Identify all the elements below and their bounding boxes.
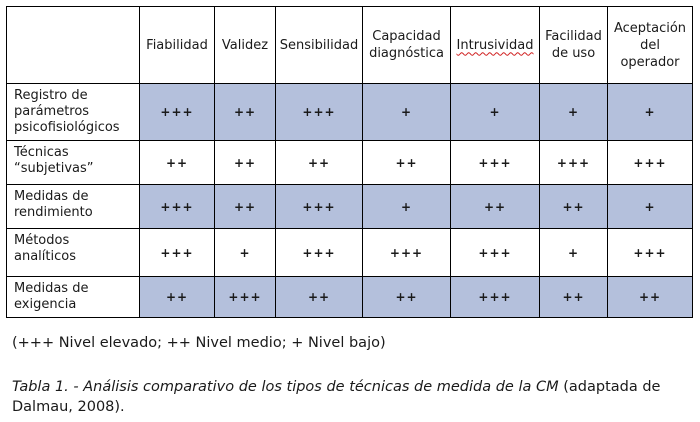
column-header: Sensibilidad — [276, 7, 363, 84]
rating-cell: +++ — [363, 229, 451, 277]
column-header: Capacidad diagnóstica — [363, 7, 451, 84]
caption-title: Tabla 1. - Análisis comparativo de los tipos de técnicas de medida de la CM — [12, 379, 559, 395]
rating-cell: + — [451, 84, 540, 141]
table-row — [7, 141, 693, 185]
table-row — [7, 229, 693, 277]
header-corner-cell — [7, 7, 140, 84]
rating-cell: ++ — [363, 141, 451, 185]
spellcheck-flagged-word[interactable]: Intrusividad — [456, 37, 534, 53]
rating-cell: +++ — [451, 229, 540, 277]
table-caption — [12, 377, 698, 417]
row-header-cell: Métodos analíticos — [7, 229, 140, 277]
rating-cell: + — [363, 185, 451, 229]
row-header-cell: Medidas de rendimiento — [7, 185, 140, 229]
rating-cell: +++ — [215, 277, 276, 318]
column-header: Validez — [215, 7, 276, 84]
rating-cell: +++ — [276, 185, 363, 229]
rating-cell: ++ — [451, 185, 540, 229]
rating-cell: +++ — [540, 141, 608, 185]
rating-cell: +++ — [451, 141, 540, 185]
table-header-row — [7, 7, 693, 84]
rating-cell: ++ — [363, 277, 451, 318]
rating-cell: + — [608, 185, 693, 229]
rating-cell: ++ — [276, 277, 363, 318]
rating-cell: ++ — [215, 141, 276, 185]
rating-cell: +++ — [608, 141, 693, 185]
table-row — [7, 84, 693, 141]
rating-cell: +++ — [140, 229, 215, 277]
rating-cell: ++ — [140, 141, 215, 185]
column-header: Facilidad de uso — [540, 7, 608, 84]
rating-cell: + — [608, 84, 693, 141]
rating-cell: +++ — [276, 84, 363, 141]
rating-cell: + — [540, 84, 608, 141]
document-page — [6, 6, 692, 318]
rating-cell: ++ — [608, 277, 693, 318]
rating-cell: + — [363, 84, 451, 141]
rating-cell: +++ — [276, 229, 363, 277]
table-legend: (+++ Nivel elevado; ++ Nivel medio; + Nivel bajo) — [12, 335, 386, 351]
rating-cell: + — [215, 229, 276, 277]
rating-cell: +++ — [140, 185, 215, 229]
caption-source: (adaptada de Dalmau, 2008). — [12, 379, 661, 415]
table-row — [7, 277, 693, 318]
rating-cell: ++ — [215, 185, 276, 229]
rating-cell: ++ — [215, 84, 276, 141]
rating-cell: ++ — [540, 277, 608, 318]
comparison-table — [6, 6, 693, 318]
row-header-cell: Medidas de exigencia — [7, 277, 140, 318]
rating-cell: + — [540, 229, 608, 277]
rating-cell: ++ — [540, 185, 608, 229]
rating-cell: +++ — [608, 229, 693, 277]
rating-cell: +++ — [140, 84, 215, 141]
rating-cell: +++ — [451, 277, 540, 318]
row-header-cell: Registro de parámetros psicofisiológicos — [7, 84, 140, 141]
column-header: Aceptación del operador — [608, 7, 693, 84]
rating-cell: ++ — [140, 277, 215, 318]
table-row — [7, 185, 693, 229]
column-header — [451, 7, 540, 84]
row-header-cell: Técnicas “subjetivas” — [7, 141, 140, 185]
rating-cell: ++ — [276, 141, 363, 185]
column-header: Fiabilidad — [140, 7, 215, 84]
